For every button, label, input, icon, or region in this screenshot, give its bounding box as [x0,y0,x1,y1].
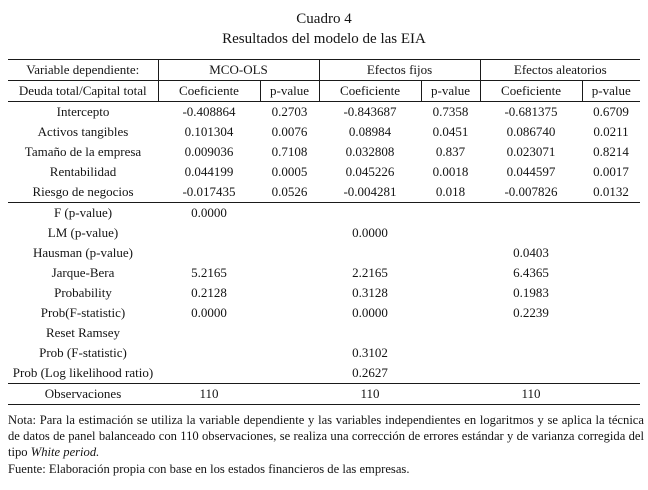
cell: 0.0211 [593,123,629,139]
cell [158,343,260,363]
cell: 0.7108 [271,143,308,159]
cell [319,243,421,263]
row-label: Intercepto [56,103,110,119]
row-label: Tamaño de la empresa [24,143,142,159]
cell: 0.0005 [271,163,308,179]
cell [421,363,480,384]
cell: 0.044199 [184,163,234,179]
cell [582,202,640,223]
row-label: Hausman (p-value) [33,244,133,260]
cell: 0.009036 [184,143,234,159]
cell [421,223,480,243]
source-text: Fuente: Elaboración propia con base en los estados financieros de las empresas. [8,461,410,476]
cell [582,323,640,343]
cell [421,263,480,283]
cell: 2.2165 [352,264,388,280]
cell [421,283,480,303]
row-label: Observaciones [8,383,158,404]
row-label: Prob (Log likelihood ratio) [8,363,158,384]
table-row [8,263,640,283]
cell: -0.007826 [480,182,582,203]
cell: 0.023071 [506,143,556,159]
cell [319,202,421,223]
subheader-pvalue-1: p-value [260,80,319,101]
table-row [8,343,640,363]
cell [421,343,480,363]
results-table [8,59,640,405]
cell: 0.0000 [191,204,227,220]
cell [582,363,640,384]
header-row-groups [8,59,640,80]
cell: 0.2627 [319,363,421,384]
cell: 0.837 [435,143,466,159]
table-row [8,142,640,162]
cell [260,263,319,283]
cell: 0.0018 [432,163,469,179]
cell: 0.0451 [432,123,469,139]
subheader-coeficiente-3: Coeficiente [480,80,582,101]
cell [319,323,421,343]
cell: 0.0403 [513,244,549,260]
row-label: Jarque-Bera [51,264,115,280]
cell [480,363,582,384]
table-row [8,303,640,323]
cell: 0.044597 [506,163,556,179]
cell: 0.2239 [513,304,549,320]
cell [480,202,582,223]
cell [582,263,640,283]
cell [158,223,260,243]
table-row [8,202,640,223]
cell: 0.3128 [352,284,388,300]
cell: -0.408864 [182,103,236,119]
row-label: Activos tangibles [37,123,129,139]
cell: 0.1983 [513,284,549,300]
cell [260,383,319,404]
row-label: Rentabilidad [49,163,117,179]
dependent-variable-label: Variable dependiente: [8,59,158,80]
subheader-coeficiente-1: Coeficiente [158,80,260,101]
cell [480,323,582,343]
cell: 0.8214 [593,143,629,159]
header-row-subheaders [8,80,640,101]
table-row [8,223,640,243]
cell [421,243,480,263]
table-row [8,323,640,343]
table-notes [8,412,644,477]
cell [582,283,640,303]
cell [421,202,480,223]
row-label: Riesgo de negocios [8,182,158,203]
cell: 0.0000 [191,304,227,320]
cell: 0.2128 [191,284,227,300]
cell [158,243,260,263]
cell [260,303,319,323]
cell: 5.2165 [191,264,227,280]
cell [158,363,260,384]
note-italic: White period. [30,445,100,460]
cell [260,202,319,223]
cell: 0.08984 [348,123,392,139]
cell: 0.3102 [352,344,388,360]
group-header-mco-ols: MCO-OLS [158,59,319,80]
note-text [8,412,644,461]
group-header-efectos-fijos: Efectos fijos [319,59,480,80]
cell: 0.086740 [506,123,556,139]
cell: 0.0132 [582,182,640,203]
table-row [8,162,640,182]
cell [260,243,319,263]
row-label: LM (p-value) [47,224,119,240]
cell: 0.0076 [271,123,308,139]
table-row [8,122,640,142]
cell [421,303,480,323]
subheader-coeficiente-2: Coeficiente [319,80,421,101]
cell [582,243,640,263]
row-label: F (p-value) [53,204,113,220]
table-caption: Resultados del modelo de las EIA [222,31,426,48]
cell: 0.018 [421,182,480,203]
cell: 110 [480,383,582,404]
table-row [8,383,640,404]
cell [582,303,640,323]
cell: 6.4365 [513,264,549,280]
cell [260,363,319,384]
cell [421,383,480,404]
cell [260,223,319,243]
cell: 0.0000 [352,304,388,320]
cell: 0.0000 [352,224,388,240]
row-label: Probability [54,284,112,300]
group-header-efectos-aleatorios: Efectos aleatorios [480,59,640,80]
cell: 0.7358 [432,103,469,119]
table-row [8,101,640,122]
cell [421,323,480,343]
cell: 110 [319,383,421,404]
cell [582,223,640,243]
cell [582,383,640,404]
cell [582,343,640,363]
row-label: Reset Ramsey [45,324,120,340]
cell: -0.017435 [158,182,260,203]
cell [260,343,319,363]
cell [480,223,582,243]
cell: -0.004281 [319,182,421,203]
cell: 0.0526 [260,182,319,203]
table-row [8,243,640,263]
cell: 0.0017 [593,163,629,179]
table-number: Cuadro 4 [296,11,352,27]
note-prefix: Nota: Para la estimación se utiliza la variable dependiente y las variables independientes en logaritmos y se aplica la técnica de datos de panel balanceado con 110 observaciones, se realiza una corrección de errores estándar y de varianza corregida del tipo [8,412,644,460]
cell: 0.101304 [184,123,234,139]
table-title [8,9,640,50]
cell: 110 [158,383,260,404]
row-label: Prob (F-statistic) [39,344,127,360]
cell [480,343,582,363]
cell: -0.843687 [343,103,397,119]
subheader-pvalue-3: p-value [582,80,640,101]
subheader-pvalue-2: p-value [421,80,480,101]
cell: -0.681375 [504,103,558,119]
cell [260,323,319,343]
cell: 0.045226 [345,163,395,179]
table-row [8,363,640,384]
cell [260,283,319,303]
dependent-variable-name: Deuda total/Capital total [8,80,158,101]
table-row [8,283,640,303]
table-row [8,182,640,203]
row-label: Prob(F-statistic) [40,304,126,320]
cell [158,323,260,343]
cell: 0.032808 [345,143,395,159]
cell: 0.2703 [271,103,308,119]
cell: 0.6709 [593,103,629,119]
